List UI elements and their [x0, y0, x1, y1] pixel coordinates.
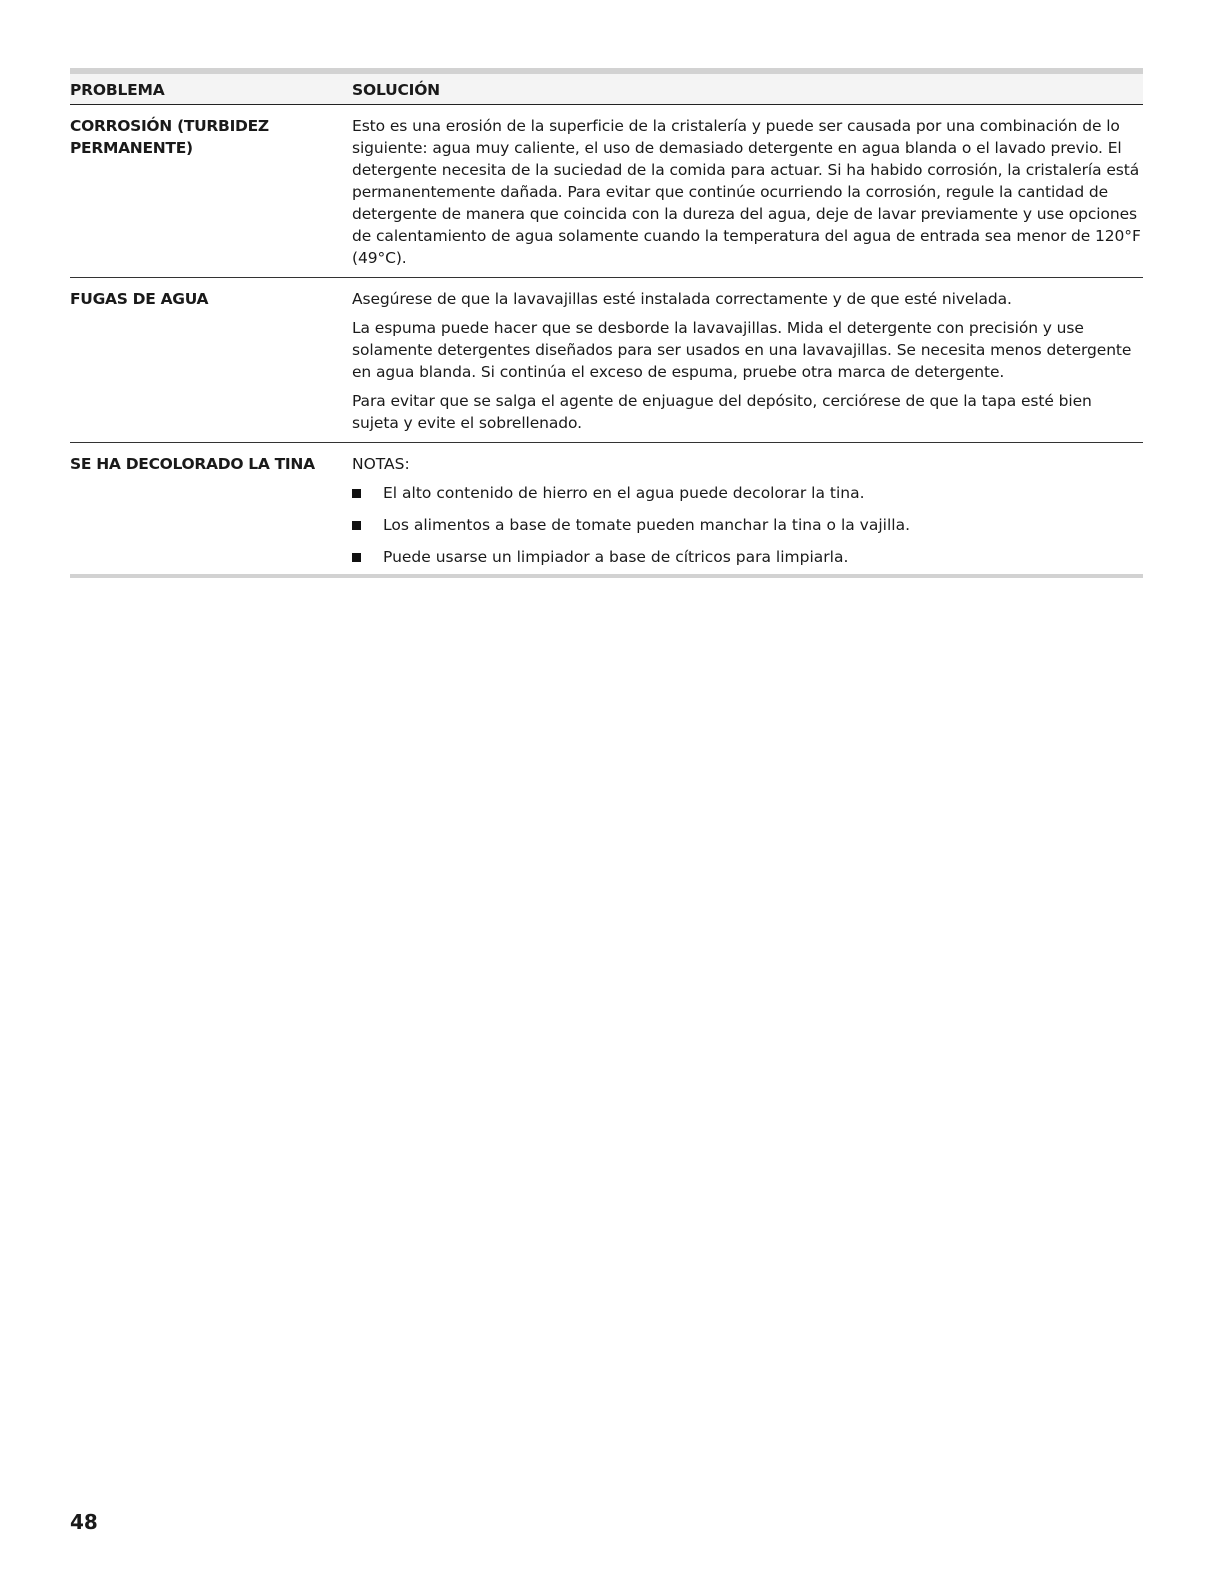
page-number: 48: [70, 1510, 98, 1534]
square-bullet-icon: [352, 521, 361, 530]
problem-title: CORROSIÓN (TURBIDEZ PERMANENTE): [70, 117, 269, 157]
list-item-text: Puede usarse un limpiador a base de cítricos para limpiarla.: [383, 548, 849, 566]
header-solution: SOLUCIÓN: [352, 80, 440, 99]
problem-cell: [70, 115, 352, 269]
header-problem-cell: [70, 80, 352, 99]
solution-paragraph: Para evitar que se salga el agente de enjuague del depósito, cerciórese de que la tapa esté bien sujeta y evite el sobrellenado.: [352, 392, 1092, 432]
problem-title: SE HA DECOLORADO LA TINA: [70, 455, 315, 473]
table-header: [70, 68, 1143, 105]
list-item: [352, 514, 1143, 536]
notes-label: NOTAS:: [352, 455, 410, 473]
solution-paragraph: Asegúrese de que la lavavajillas esté instalada correctamente y de que esté nivelada.: [352, 290, 1012, 308]
table-row: [70, 105, 1143, 278]
troubleshooting-table: [70, 68, 1143, 578]
solution-cell: [352, 453, 1143, 568]
list-item-text: El alto contenido de hierro en el agua puede decolorar la tina.: [383, 484, 865, 502]
solution-cell: [352, 115, 1143, 269]
header-problem: PROBLEMA: [70, 80, 165, 99]
square-bullet-icon: [352, 553, 361, 562]
list-item: [352, 546, 1143, 568]
problem-title: FUGAS DE AGUA: [70, 290, 209, 308]
solution-paragraph: La espuma puede hacer que se desborde la lavavajillas. Mida el detergente con precisión y use solamente detergentes diseñados para ser usados en una lavavajillas. Se necesita menos detergente en agua blanda. Si continúa el exceso de espuma, pruebe otra marca de detergente.: [352, 319, 1132, 381]
square-bullet-icon: [352, 489, 361, 498]
header-solution-cell: [352, 80, 1143, 99]
problem-cell: [70, 288, 352, 434]
solution-paragraph: Esto es una erosión de la superficie de la cristalería y puede ser causada por una combinación de lo siguiente: agua muy caliente, el uso de demasiado detergente en agua blanda o el lavado previo. El detergente necesita de la suciedad de la comida para actuar. Si ha habido corrosión, la cristalería está permanentemente dañada. Para evitar que continúe ocurriendo la corrosión, regule la cantidad de detergente de manera que coincida con la dureza del agua, deje de lavar previamente y use opciones de calentamiento de agua solamente cuando la temperatura del agua de entrada sea menor de 120°F (49°C).: [352, 117, 1141, 267]
solution-cell: [352, 288, 1143, 434]
problem-cell: [70, 453, 352, 568]
table-row: [70, 443, 1143, 574]
list-item: [352, 482, 1143, 504]
table-row: [70, 278, 1143, 443]
list-item-text: Los alimentos a base de tomate pueden manchar la tina o la vajilla.: [383, 516, 910, 534]
